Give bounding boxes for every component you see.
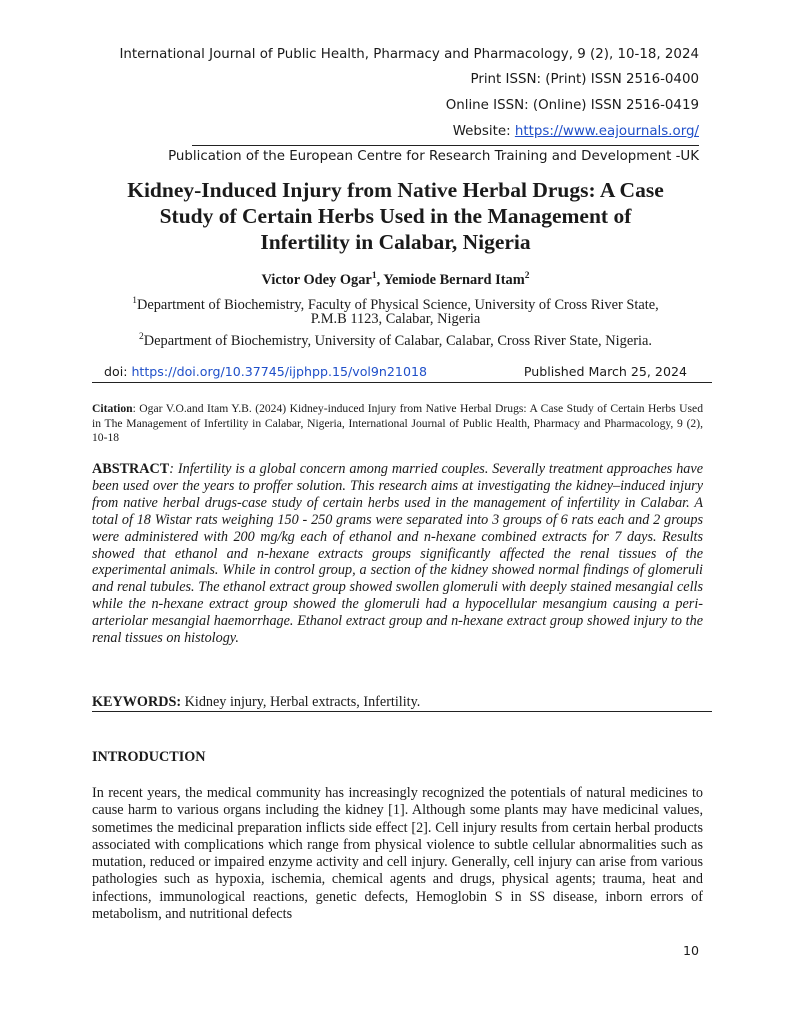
citation-label: Citation xyxy=(92,402,133,415)
keywords-divider xyxy=(92,711,712,712)
author-2: Yemiode Bernard Itam xyxy=(383,271,525,288)
online-issn: Online ISSN: (Online) ISSN 2516-0419 xyxy=(445,98,699,113)
affiliation-1-cont: P.M.B 1123, Calabar, Nigeria xyxy=(310,311,481,327)
abstract-block xyxy=(92,461,703,647)
citation-text: : Ogar V.O.and Itam Y.B. (2024) Kidney-induced Injury from Native Herbal Drugs: A Case Study of Certain Herbs Used in The Management of Infertility in Calabar, Nigeria, International Journal of Public Health, Pharmacy and Pharmacology, 9 (2), 10-18 xyxy=(92,402,703,444)
introduction-heading: INTRODUCTION xyxy=(92,749,206,765)
author-1: Victor Odey Ogar xyxy=(261,271,372,288)
author-separator: , xyxy=(376,271,384,288)
print-issn: Print ISSN: (Print) ISSN 2516-0400 xyxy=(470,72,699,87)
affiliation-1-line-1: Department of Biochemistry, Faculty of Physical Science, University of Cross River State, xyxy=(136,296,659,313)
keywords-text: Kidney injury, Herbal extracts, Infertility. xyxy=(181,694,421,710)
author-2-affiliation-mark: 2 xyxy=(524,271,530,281)
website-link[interactable]: https://www.eajournals.org/ xyxy=(514,124,699,139)
paper-title xyxy=(60,177,731,255)
website-label: Website: xyxy=(452,124,515,139)
page-number: 10 xyxy=(682,943,699,958)
journal-header: International Journal of Public Health, Pharmacy and Pharmacology, 9 (2), 10-18, 2024 xyxy=(119,47,699,62)
doi-link[interactable]: https://doi.org/10.37745/ijphpp.15/vol9n21018 xyxy=(131,364,427,379)
authors xyxy=(60,271,731,289)
author-1-affiliation-mark: 1 xyxy=(371,271,377,281)
doi-label: doi: xyxy=(104,364,132,379)
abstract-label: ABSTRACT xyxy=(92,461,170,477)
affiliation-2-text: Department of Biochemistry, University of Calabar, Calabar, Cross River State, Nigeria. xyxy=(143,332,652,349)
citation-block xyxy=(92,402,703,446)
title-line-2: Study of Certain Herbs Used in the Management of xyxy=(159,204,632,228)
publisher-line: Publication of the European Centre for Research Training and Development -UK xyxy=(168,149,699,164)
title-line-3: Infertility in Calabar, Nigeria xyxy=(260,230,531,254)
keywords-label: KEYWORDS: xyxy=(92,694,182,710)
affiliation-1-mark: 1 xyxy=(132,296,137,306)
affiliation-2 xyxy=(60,328,731,350)
abstract-text: : Infertility is a global concern among married couples. Severally treatment approaches have been used over the years to proffer solution. This research aims at investigating the kidney–induced injury from native herbal drugs-case study of certain herbs used in the management of infertility in Calabar. A total of 18 Wistar rats weighing 150 - 250 grams were separated into 3 groups of 6 rats each and 2 groups were administered with 200 mg/kg each of ethanol and n-hexane combined extracts for 7 days. Results showed that ethanol and n-hexane extracts groups significantly affected the renal tissues of the experimental animals. While in control group, a section of the kidney showed normal findings of glomeruli and renal tubules. The ethanol extract group showed swollen glomeruli with deeply stained mesangial cells while the n-hexane extract group showed the glomeruli had a hypocellular mesangium causing a peri-arteriolar mesangial haemorrhage. Ethanol extract group and n-hexane extract group showed injury to the renal tissues on histology. xyxy=(92,461,703,647)
title-line-1: Kidney-Induced Injury from Native Herbal Drugs: A Case xyxy=(127,178,664,202)
website-line xyxy=(453,124,699,139)
affiliation-2-mark: 2 xyxy=(139,332,144,342)
introduction-text: In recent years, the medical community has increasingly recognized the potentials of natural medicines to cause harm to various organs including the kidney [1]. Although some plants may have medicinal values, sometimes the medicinal preparation inflicts side effect [2]. Cell injury results from certain herbal products associated with complications which range from physical violence to subtle cellular abnormalities such as mutation, reduced or impaired enzyme activity and cell injury. Generally, cell injury can arise from various pathologies such as hypoxia, ischemia, chemical agents and drugs, physical agents; trauma, heat and infections, immunological reactions, genetic defects, Hemoglobin S in SS disease, inborn errors of metabolism, and nutritional defects xyxy=(92,785,703,923)
header-divider xyxy=(192,145,699,146)
doi-line xyxy=(104,364,427,379)
published-date: Published March 25, 2024 xyxy=(523,364,687,379)
doi-divider xyxy=(92,382,712,383)
keywords-line xyxy=(92,694,420,711)
